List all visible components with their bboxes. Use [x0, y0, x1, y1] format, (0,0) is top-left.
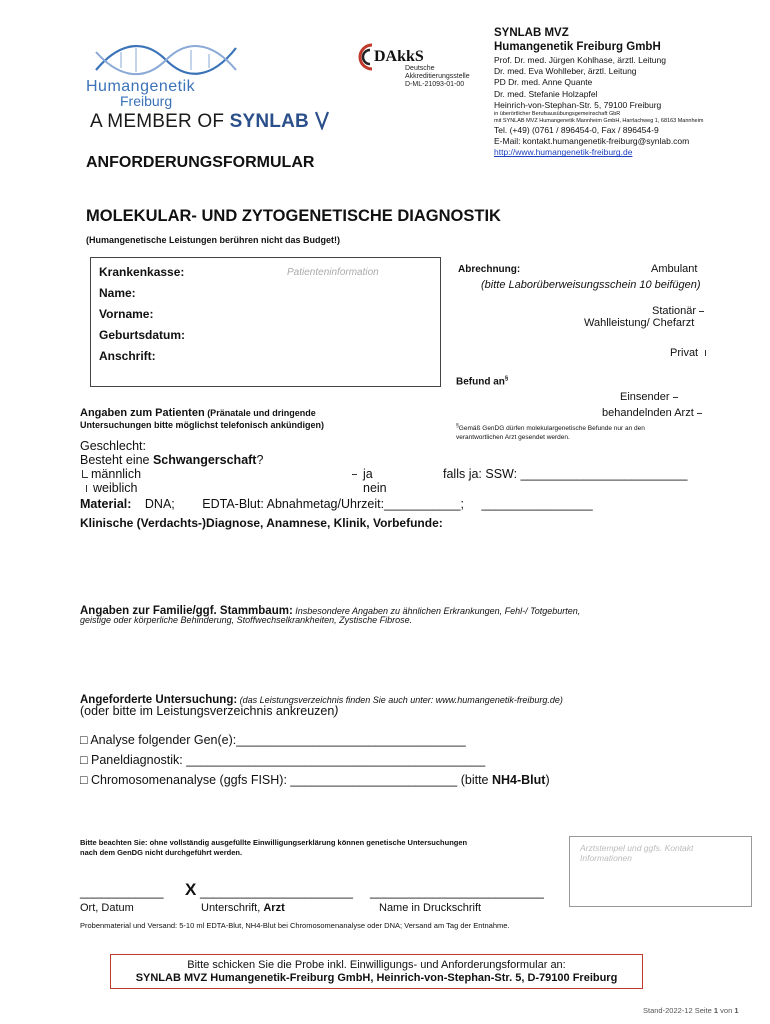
- send-address-box: [110, 954, 643, 989]
- org-header: [494, 26, 764, 159]
- pregnancy-no-option[interactable]: nein: [363, 481, 387, 495]
- staff-4: Dr. med. Stefanie Holzapfel: [494, 88, 598, 99]
- billing-stationaer-option[interactable]: Stationär: [652, 305, 704, 317]
- page-footer: Stand-2022-12 Seite 1 von 1: [643, 1006, 739, 1015]
- consent-note: Bitte beachten Sie: ohne vollständig ausgefüllte Einwilligungserklärung können genetische Untersuchungen nach dem GenDG nicht durchgeführt werden.: [80, 838, 468, 857]
- signature-label: Unterschrift, Arzt: [201, 902, 285, 914]
- send-instruction: Bitte schicken Sie die Probe inkl. Einwilligungs- und Anforderungsformular an:: [187, 959, 566, 971]
- pregnancy-question: Besteht eine Schwangerschaft?: [80, 453, 264, 467]
- checkbox-male[interactable]: [82, 470, 88, 478]
- form-title: ANFORDERUNGSFORMULAR: [86, 154, 315, 171]
- dakks-brand: DAkkS: [374, 48, 424, 65]
- test-chromosome-analysis[interactable]: □ Chromosomenanalyse (ggfs FISH): ________________________ (bitte NH4-Blut): [80, 773, 550, 787]
- family-heading: Angaben zur Familie/ggf. Stammbaum: Insbesondere Angaben zu ähnlichen Erkrankungen, Fehl-/ Totgeburten,: [80, 605, 581, 617]
- checkbox-yes[interactable]: [352, 474, 357, 475]
- dakks-line2: Akkreditierungsstelle: [405, 73, 470, 80]
- field-anschrift: Anschrift:: [99, 349, 156, 363]
- dakks-line1: Deutsche: [405, 65, 435, 72]
- material-dna-option[interactable]: DNA;: [144, 497, 175, 511]
- send-address: SYNLAB MVZ Humangenetik-Freiburg GmbH, Heinrich-von-Stephan-Str. 5, D-79100 Freiburg: [135, 972, 618, 984]
- org-name-line2: Humangenetik Freiburg GmbH: [494, 41, 661, 53]
- date-line[interactable]: ____________: [80, 885, 164, 899]
- billing-wahlleistung: Wahlleistung/ Chefarzt: [584, 317, 695, 329]
- checkbox-female[interactable]: [86, 485, 87, 492]
- clinical-heading: Klinische (Verdachts-)Diagnose, Anamnese, Klinik, Vorbefunde:: [80, 516, 443, 530]
- family-note: geistige oder körperliche Behinderung, Stoffwechselkrankheiten, Zystische Fibrose.: [80, 615, 413, 625]
- date-label: Ort, Datum: [80, 902, 134, 914]
- findings-einsender-option[interactable]: Einsender: [620, 391, 678, 403]
- billing-ambulant-note: (bitte Laborüberweisungsschein 10 beifügen): [481, 279, 701, 291]
- logo-name-line1: Humangenetik: [86, 78, 196, 95]
- findings-arzt-option[interactable]: behandelnden Arzt: [602, 407, 702, 419]
- shipping-note: Probenmaterial und Versand: 5-10 ml EDTA-Blut, NH4-Blut bei Chromosomenanalyse oder DNA; Versand am Tag der Entnahme.: [80, 921, 510, 930]
- test-panel-diagnostics[interactable]: □ Paneldiagnostik: ___________________________________________: [80, 753, 486, 767]
- org-phone: Tel. (+49) (0761 / 896454-0, Fax / 896454-9: [494, 125, 659, 136]
- org-email: E-Mail: kontakt.humangenetik-freiburg@synlab.com: [494, 136, 690, 147]
- dakks-logo: [352, 38, 482, 98]
- staff-1: Prof. Dr. med. Jürgen Kohlhase, ärztl. Leitung: [494, 55, 666, 65]
- sex-label: Geschlecht:: [80, 439, 147, 453]
- org-name-line1: SYNLAB MVZ: [494, 27, 569, 39]
- tests-note: (oder bitte im Leistungsverzeichnis ankreuzen): [80, 704, 339, 718]
- billing-ambulant-option[interactable]: Ambulant: [651, 263, 698, 275]
- staff-3: PD Dr. med. Anne Quante: [494, 77, 593, 88]
- patient-section-heading: Angaben zum Patienten (Pränatale und dringende: [80, 407, 316, 419]
- test-gene-analysis[interactable]: □ Analyse folgender Gen(e):_________________________________: [80, 733, 466, 747]
- checkbox-privat[interactable]: [705, 350, 706, 356]
- field-geburtsdatum: Geburtsdatum:: [99, 328, 186, 342]
- org-tiny-1: in überörtlicher Berufsausübungsgemeinschaft GbR: [494, 111, 621, 118]
- main-title: MOLEKULAR- UND ZYTOGENETISCHE DIAGNOSTIK: [86, 207, 501, 225]
- dakks-line3: D-ML-21093-01-00: [405, 81, 465, 88]
- doctor-stamp-placeholder: Arztstempel und ggfs. Kontakt Informationen: [580, 843, 694, 863]
- checkbox-arzt[interactable]: [697, 413, 702, 414]
- field-name: Name:: [99, 286, 136, 300]
- field-krankenkasse: Krankenkasse:: [99, 265, 185, 279]
- material-row: Material: DNA; EDTA-Blut: Abnahmetag/Uhrzeit:___________; ________________: [80, 497, 593, 511]
- dna-helix-icon: [91, 40, 241, 80]
- billing-privat-option[interactable]: Privat: [670, 347, 706, 359]
- material-blank-field[interactable]: ________________: [481, 497, 593, 511]
- member-of-synlab: A MEMBER OF SYNLAB: [90, 110, 330, 133]
- logo-name-line2: Freiburg: [120, 93, 173, 109]
- signature-line[interactable]: ______________________: [200, 885, 353, 899]
- field-vorname: Vorname:: [99, 307, 154, 321]
- patient-section-note: Untersuchungen bitte möglichst telefonisch ankündigen): [80, 420, 325, 430]
- material-edta-field[interactable]: EDTA-Blut: Abnahmetag/Uhrzeit:___________;: [202, 497, 464, 511]
- tests-heading: Angeforderte Untersuchung: (das Leistungsverzeichnis finden Sie auch unter: www.humangenetik-freiburg.de): [80, 694, 563, 706]
- staff-2: Dr. med. Eva Wohlleber, ärztl. Leitung: [494, 66, 637, 77]
- doctor-stamp-box[interactable]: [569, 836, 752, 907]
- pregnancy-yes-option[interactable]: ja: [352, 467, 373, 481]
- org-address: Heinrich-von-Stephan-Str. 5, 79100 Freiburg: [494, 99, 662, 110]
- sex-female-option[interactable]: weiblich: [86, 481, 137, 495]
- org-tiny-2: mit SYNLAB MVZ Humangenetik Mannheim GmbH, Harrlachweg 1, 68163 Mannheim: [494, 118, 704, 125]
- budget-note: (Humangenetische Leistungen berühren nicht das Budget!): [86, 235, 341, 245]
- ssw-field[interactable]: falls ja: SSW: ________________________: [443, 467, 688, 481]
- signature-x: X: [185, 880, 197, 899]
- patient-info-placeholder: Patienteninformation: [287, 267, 379, 278]
- findings-label: Befund an§: [456, 376, 509, 388]
- sex-male-option[interactable]: männlich: [82, 467, 141, 481]
- name-print-line[interactable]: _________________________: [370, 885, 544, 899]
- org-website-link[interactable]: http://www.humangenetik-freiburg.de: [494, 147, 633, 158]
- humangenetik-logo: [86, 40, 246, 110]
- checkbox-stationaer[interactable]: [699, 311, 704, 312]
- patient-info-box[interactable]: [90, 257, 441, 387]
- synlab-mark-icon: [314, 110, 330, 130]
- checkbox-einsender[interactable]: [673, 397, 678, 398]
- name-print-label: Name in Druckschrift: [379, 902, 482, 914]
- billing-label: Abrechnung:: [458, 264, 521, 275]
- findings-gendg-note: §Gemäß GenDG dürfen molekulargenetische Befunde nur an den verantwortlichen Arzt gesendet werden.: [456, 423, 645, 441]
